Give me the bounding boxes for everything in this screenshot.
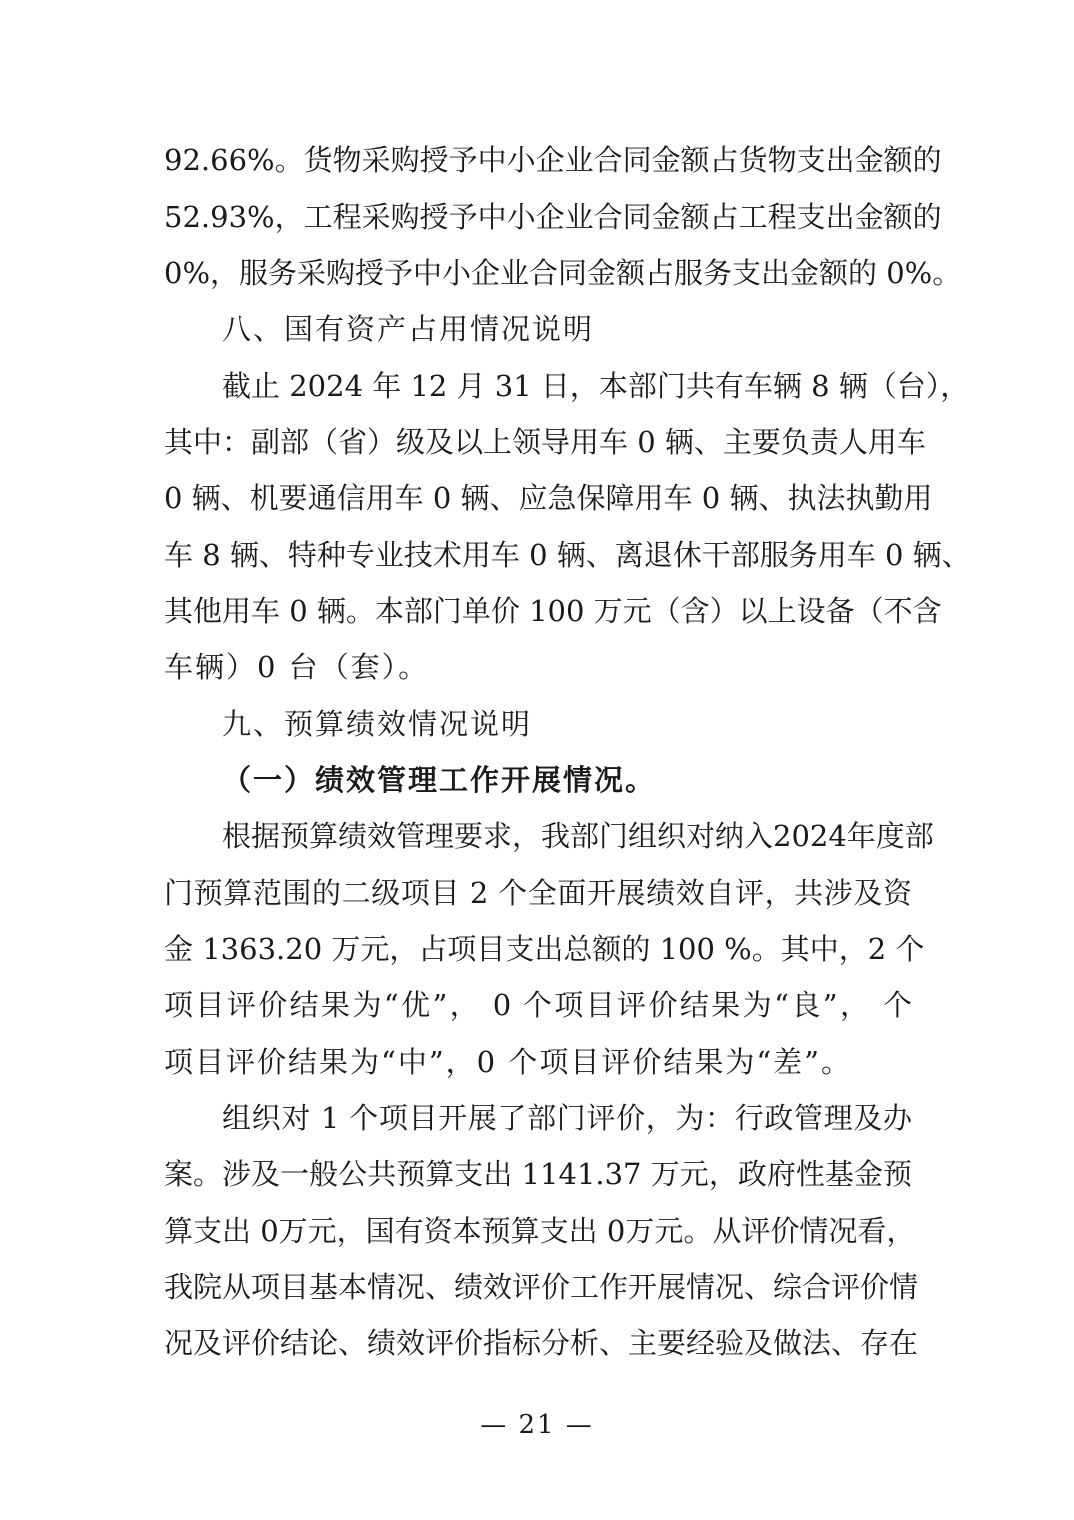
body-text-line: 况及评价结论、绩效评价指标分析、主要经验及做法、存在: [164, 1326, 919, 1360]
body-text-line: 门预算范围的二级项目 2 个全面开展绩效自评，共涉及资: [164, 876, 912, 910]
subsection-heading: （一）绩效管理工作开展情况。: [222, 763, 657, 797]
section-heading-performance: 九、预算绩效情况说明: [222, 707, 533, 741]
body-text-line: 根据预算绩效管理要求，我部门组织对纳入2024年度部: [222, 819, 934, 853]
body-text-line: 0%，服务采购授予中小企业合同金额占服务支出金额的 0%。: [164, 256, 962, 290]
body-text-line: 案。涉及一般公共预算支出 1141.37 万元，政府性基金预: [164, 1157, 912, 1191]
body-text-line: 我院从项目基本情况、绩效评价工作开展情况、综合评价情: [164, 1270, 919, 1304]
body-text-line: 92.66%。货物采购授予中小企业合同金额占货物支出金额的: [164, 143, 942, 177]
body-text-line: 截止 2024 年 12 月 31 日，本部门共有车辆 8 辆（台），: [222, 369, 970, 403]
body-text-line: 组织对 1 个项目开展了部门评价，为：行政管理及办: [222, 1101, 912, 1135]
body-text-line: 车辆）0 台（套）。: [164, 650, 430, 684]
body-text-line: 项目评价结果为“中”，0 个项目评价结果为“差”。: [164, 1045, 852, 1079]
body-text-line: 其中：副部（省）级及以上领导用车 0 辆、主要负责人用车: [164, 425, 926, 459]
page-number: — 21 —: [480, 1410, 594, 1440]
body-text-line: 金 1363.20 万元，占项目支出总额的 100 %。其中，2 个: [164, 932, 925, 966]
body-text-line: 0 辆、机要通信用车 0 辆、应急保障用车 0 辆、执法执勤用: [164, 481, 933, 515]
section-heading-assets: 八、国有资产占用情况说明: [222, 312, 595, 346]
body-text-line: 其他用车 0 辆。本部门单价 100 万元（含）以上设备（不含: [164, 594, 942, 628]
body-text-line: 项目评价结果为“优”， 0 个项目评价结果为“良”， 个: [164, 988, 912, 1022]
body-text-line: 算支出 0万元，国有资本预算支出 0万元。从评价情况看，: [164, 1214, 916, 1248]
body-text-line: 52.93%，工程采购授予中小企业合同金额占工程支出金额的: [164, 200, 942, 234]
body-text-line: 车 8 辆、特种专业技术用车 0 辆、离退休干部服务用车 0 辆、: [164, 538, 971, 572]
